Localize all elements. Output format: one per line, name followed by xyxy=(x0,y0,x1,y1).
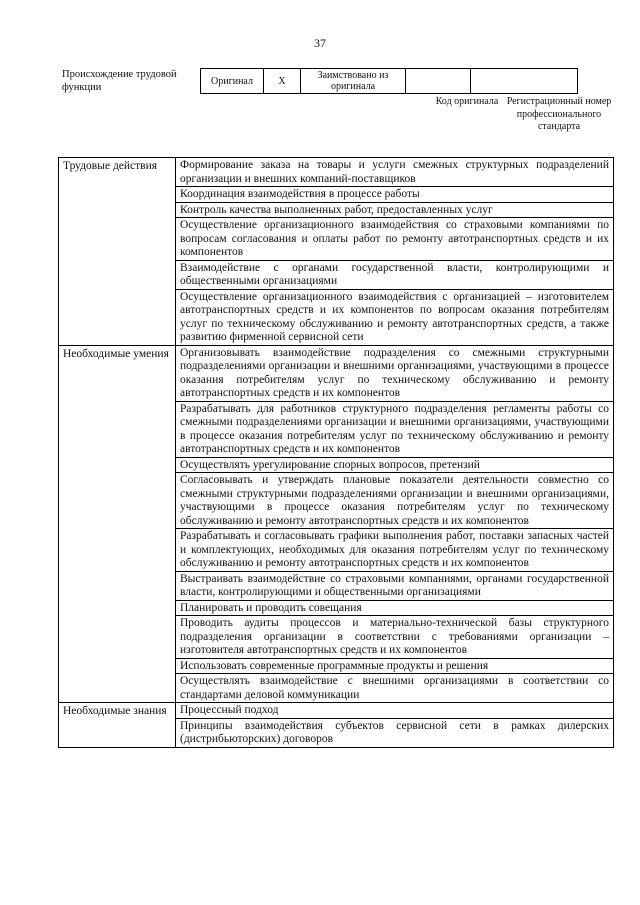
labor-actions-item: Формирование заказа на товары и услуги смежных структурных подразделений организации и внешних компаний-поставщиков xyxy=(176,158,614,187)
required-skills-item: Согласовывать и утверждать плановые показатели деятельности совместно со смежными структурными подразделениями организации и внешними организациями, участвующими в процессе оказания потребителям услуг по техническому обслуживанию и ремонту автотранспортных средств и их компонентов xyxy=(176,473,614,529)
required-skills-item: Выстраивать взаимодействие со страховыми компаниями, органами государственной власти, контролирующими и общественными организациями xyxy=(176,571,614,600)
required-skills-heading: Необходимые умения xyxy=(59,345,176,703)
table-row xyxy=(59,703,614,719)
table-row xyxy=(59,345,614,401)
labor-actions-item: Взаимодействие с органами государственной власти, контролирующими и общественными организациями xyxy=(176,260,614,289)
page-number: 37 xyxy=(314,36,326,50)
original-mark: X xyxy=(264,69,301,94)
labor-function-table xyxy=(58,157,614,748)
original-label: Оригинал xyxy=(201,69,264,94)
origin-label: Происхождение трудовой функции xyxy=(62,69,177,93)
registration-number-label: Регистрационный номер профессионального стандарта xyxy=(506,96,612,132)
required-skills-item: Разрабатывать для работников структурного подразделения регламенты работы со смежными подразделениями организации и внешними организациями, участвующими в процессе оказания потребителям услуг по техническому обслуживанию и ремонту автотранспортных средств и их компонентов xyxy=(176,401,614,457)
required-skills-item: Планировать и проводить совещания xyxy=(176,600,614,616)
original-code-cell xyxy=(406,69,471,94)
required-skills-item: Проводить аудиты процессов и материально-технической базы структурного подразделения организации в соответствии с требованиями организации – изготовителя автотранспортных средств и их компонентов xyxy=(176,616,614,659)
borrowed-label: Заимствовано из оригинала xyxy=(301,69,406,94)
required-knowledge-heading: Необходимые знания xyxy=(59,703,176,748)
required-knowledge-item: Принципы взаимодействия субъектов сервисной сети в рамках дилерских (дистрибьюторских) договоров xyxy=(176,718,614,747)
labor-actions-heading: Трудовые действия xyxy=(59,158,176,346)
labor-actions-item: Координация взаимодействия в процессе работы xyxy=(176,187,614,203)
labor-actions-item: Контроль качества выполненных работ, предоставленных услуг xyxy=(176,202,614,218)
labor-actions-item: Осуществление организационного взаимодействия с организацией – изготовителем автотранспортных средств и их компонентов по вопросам оказания потребителям услуг по техническому обслуживанию и ремонту автотранспортных средств, а также развитию фирменной сервисной сети xyxy=(176,289,614,345)
required-skills-item: Использовать современные программные продукты и решения xyxy=(176,658,614,674)
required-knowledge-item: Процессный подход xyxy=(176,703,614,719)
required-skills-item: Разрабатывать и согласовывать графики выполнения работ, поставки запасных частей и комплектующих, необходимых для оказания потребителям услуг по техническому обслуживанию и ремонту автотранспортных средств и их компонентов xyxy=(176,529,614,572)
required-skills-item: Осуществлять взаимодействие с внешними организациями в соответствии со стандартами деловой коммуникации xyxy=(176,674,614,703)
required-skills-item: Организовывать взаимодействие подразделения со смежными структурными подразделениями организации и внешними организациями, участвующими в процессе оказания потребителям услуг по техническому обслуживанию и ремонту автотранспортных средств и их компонентов xyxy=(176,345,614,401)
labor-actions-item: Осуществление организационного взаимодействия со страховыми компаниями по вопросам согласования и оплаты работ по ремонту автотранспортных средств и их компонентов xyxy=(176,218,614,261)
registration-number-cell xyxy=(471,69,578,94)
required-skills-item: Осуществлять урегулирование спорных вопросов, претензий xyxy=(176,457,614,473)
origin-table xyxy=(200,68,578,94)
table-row xyxy=(59,158,614,187)
original-code-label: Код оригинала xyxy=(435,96,499,107)
